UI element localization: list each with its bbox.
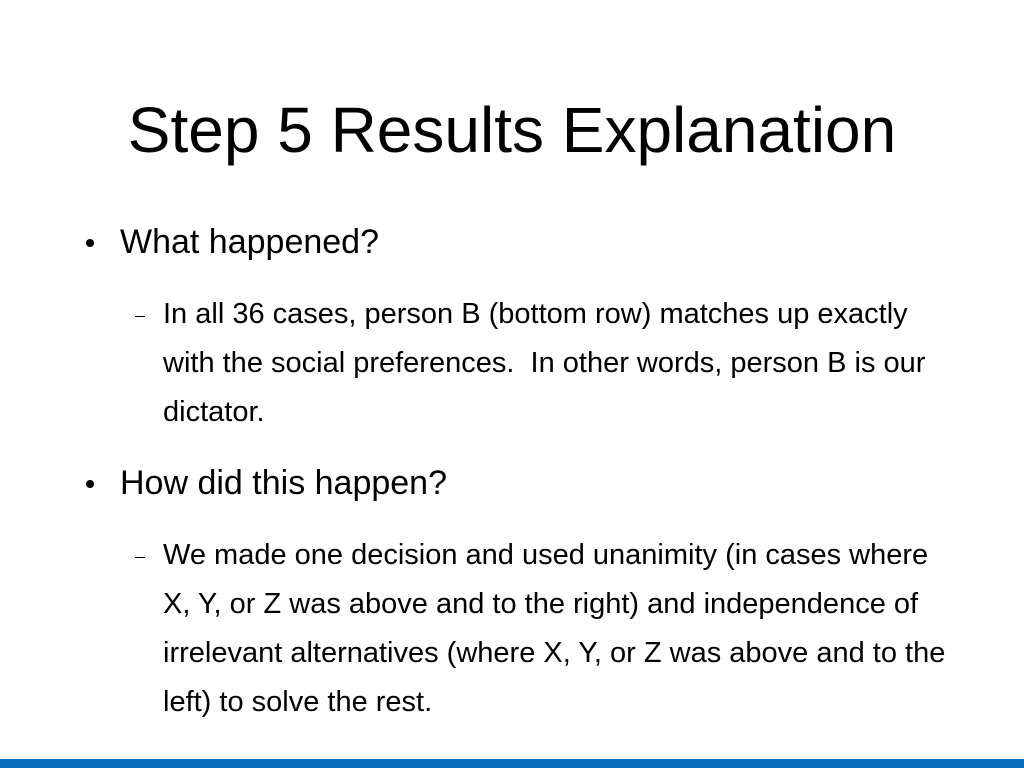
sub-bullet-text: We made one decision and used unanimity (in cases where X, Y, or Z was above and to the right) and independence of irrelevant alternatives (where X, Y, or Z was above and to the left) to solve the rest.: [163, 539, 954, 718]
footer-bar: [0, 759, 1024, 768]
bullet-dot-icon: [86, 480, 94, 488]
bullet-item: [120, 463, 447, 503]
bullet-dot-icon: [86, 239, 94, 247]
bullet-text: What happened?: [120, 223, 379, 261]
dash-icon: [135, 316, 145, 317]
sub-bullet-item: [163, 531, 963, 727]
sub-bullet-text: In all 36 cases, person B (bottom row) matches up exactly with the social preferences. In other words, person B is our dictator.: [163, 298, 934, 428]
dash-icon: [135, 557, 145, 558]
sub-bullet-item: [163, 290, 963, 437]
bullet-item: [120, 222, 379, 262]
bullet-text: How did this happen?: [120, 464, 448, 502]
slide-title: Step 5 Results Explanation: [127, 94, 897, 166]
